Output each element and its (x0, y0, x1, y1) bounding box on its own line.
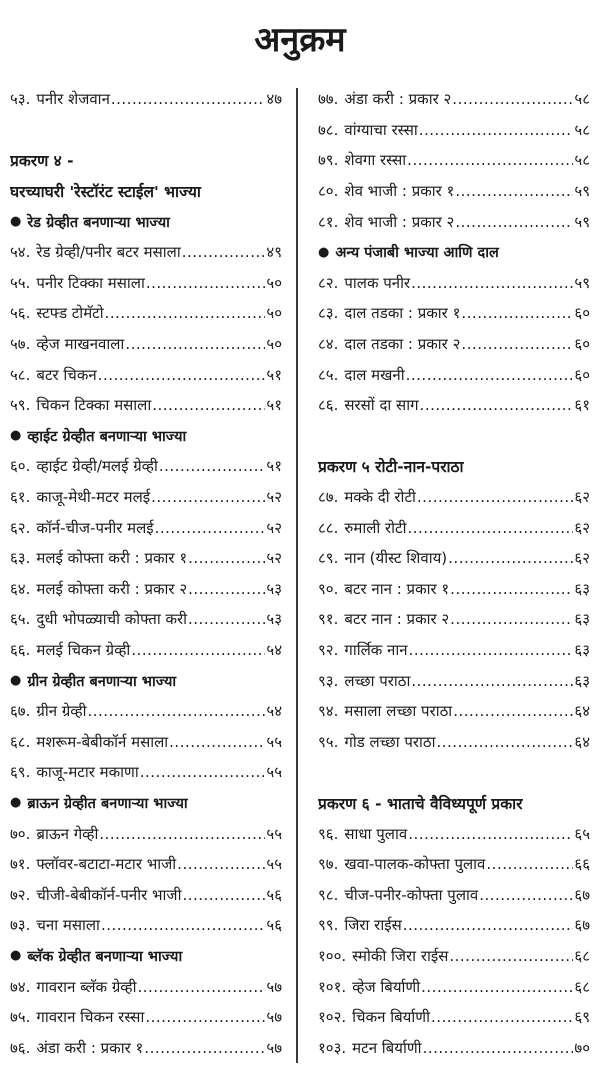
entry-page: ५७ (266, 1008, 282, 1027)
entry-number: ८७. (318, 488, 339, 507)
entry-number: १००. (318, 946, 347, 965)
entry-page: ६० (574, 335, 590, 354)
section-heading-text: रेड ग्रेव्हीत बनणाऱ्या भाज्या (27, 214, 170, 231)
leader-dots (420, 396, 574, 414)
entry-number: ९०. (318, 579, 339, 598)
leader-dots (437, 733, 574, 751)
entry-number: ६२. (10, 518, 31, 537)
toc-entry (10, 1032, 282, 1063)
toc-entry (318, 879, 590, 910)
entry-page: ६१ (574, 396, 590, 415)
leader-dots (455, 213, 573, 231)
leader-dots (87, 702, 265, 720)
toc-entry (318, 268, 590, 299)
toc-entry (318, 635, 590, 666)
entry-number: ५६. (10, 304, 31, 323)
entry-page: ५० (266, 335, 282, 354)
leader-dots (423, 1039, 574, 1057)
entry-number: ७१. (10, 855, 31, 874)
toc-entry (318, 298, 590, 329)
entry-title: चीजी-बेबीकॉर्न-पनीर भाजी (36, 885, 182, 904)
entry-title: स्टफ्ड टोमॅटो (36, 304, 104, 323)
entry-page: ५१ (266, 396, 282, 415)
entry-number: ८५. (318, 365, 339, 384)
entry-number: १०३. (318, 1038, 347, 1057)
entry-title: अंडा करी : प्रकार २ (344, 90, 452, 109)
toc-entry (318, 176, 590, 207)
entry-page: ६२ (574, 549, 590, 568)
entry-title: पनीर टिक्का मसाला (36, 273, 145, 292)
toc-entry (10, 390, 282, 421)
toc-entry (10, 359, 282, 390)
entry-number: ७४. (10, 977, 31, 996)
entry-page: ६२ (574, 518, 590, 537)
toc-entry (10, 635, 282, 666)
entry-page: ६२ (574, 488, 590, 507)
toc-entry (318, 359, 590, 390)
entry-title: ग्रीन ग्रेव्ही (36, 702, 87, 721)
entry-page: ७० (574, 1038, 590, 1057)
entry-page: ५६ (266, 885, 282, 904)
entry-page: ५९ (574, 182, 590, 201)
entry-number: ८०. (318, 182, 339, 201)
entry-title: पालक पनीर (344, 273, 411, 292)
entry-title: मसाला लच्छा पराठा (344, 702, 453, 721)
entry-title: व्हाईट ग्रेव्ही/मलई ग्रेव्ही (36, 457, 158, 476)
chapter-heading: घरच्याघरी 'रेस्टॉरंट स्टाईल' भाज्या (10, 183, 201, 202)
chapter-heading: प्रकरण ६ - भाताचे वैविध्यपूर्ण प्रकार (318, 794, 523, 813)
entry-title: मशरूम-बेबीकॉर्न मसाला (36, 732, 169, 751)
toc-entry (318, 941, 590, 972)
entry-number: ६७. (10, 702, 31, 721)
entry-page: ५८ (574, 120, 590, 139)
toc-entry (318, 390, 590, 421)
section-heading (318, 237, 590, 268)
entry-title: गावरान चिकन रस्सा (36, 1008, 145, 1027)
entry-number: ९२. (318, 640, 339, 659)
entry-number: ५७. (10, 335, 31, 354)
leader-dots (479, 886, 573, 904)
leader-dots (417, 488, 573, 506)
entry-number: ६०. (10, 457, 31, 476)
toc-entry (318, 910, 590, 941)
section-heading-text: अन्य पंजाबी भाज्या आणि दाल (335, 245, 499, 262)
toc-entry (318, 849, 590, 880)
bullet-icon: ● (10, 948, 22, 964)
leader-dots (169, 733, 265, 751)
entry-page: ६३ (574, 640, 590, 659)
entry-title: दाल तडका : प्रकार १ (344, 304, 461, 323)
entry-number: ७३. (10, 916, 31, 935)
entry-page: ५२ (266, 488, 282, 507)
leader-dots (152, 396, 265, 414)
toc-entry (10, 329, 282, 360)
toc-entry (318, 1002, 590, 1033)
entry-number: ८३. (318, 304, 339, 323)
leader-dots (98, 366, 266, 384)
entry-number: ७२. (10, 885, 31, 904)
entry-page: ६० (574, 365, 590, 384)
entry-page: ५७ (266, 1038, 282, 1057)
entry-number: ५४. (10, 243, 31, 262)
entry-title: मक्के दी रोटी (344, 488, 416, 507)
leader-dots (146, 274, 266, 292)
toc-entry (10, 237, 282, 268)
entry-title: बटर नान : प्रकार २ (344, 610, 450, 629)
entry-number: ८४. (318, 335, 339, 354)
entry-number: ७५. (10, 1008, 31, 1027)
entry-page: ५७ (266, 977, 282, 996)
toc-entry (10, 574, 282, 605)
entry-number: ५३. (10, 90, 31, 109)
spacer (10, 115, 282, 146)
leader-dots (449, 947, 573, 965)
leader-dots (182, 886, 265, 904)
leader-dots (406, 366, 574, 384)
toc-left-column (10, 84, 282, 1063)
entry-title: दाल मखनी (344, 365, 405, 384)
toc-entry (318, 512, 590, 543)
spacer (318, 421, 590, 452)
toc-entry (318, 574, 590, 605)
section-heading (10, 941, 282, 972)
leader-dots (461, 304, 573, 322)
bullet-icon: ● (10, 428, 22, 444)
entry-page: ५९ (574, 212, 590, 231)
bullet-icon: ● (318, 244, 330, 260)
section-heading (10, 665, 282, 696)
toc-entry (10, 84, 282, 115)
entry-number: ८९. (318, 549, 339, 568)
entry-number: ७७. (318, 90, 339, 109)
entry-page: ५२ (266, 549, 282, 568)
entry-page: ५८ (574, 151, 590, 170)
entry-title: व्हेज माखनवाला (36, 335, 125, 354)
entry-page: ६६ (574, 855, 590, 874)
toc-entry (10, 818, 282, 849)
bullet-icon: ● (10, 795, 22, 811)
leader-dots (421, 978, 573, 996)
entry-page: ५१ (266, 365, 282, 384)
leader-dots (155, 519, 266, 537)
entry-number: ७०. (10, 824, 31, 843)
leader-dots (125, 335, 265, 353)
chapter-heading: प्रकरण ५ रोटी-नान-पराठा (318, 458, 464, 477)
toc-entry (10, 451, 282, 482)
toc-entry (318, 145, 590, 176)
toc-entry (10, 1002, 282, 1033)
leader-dots (111, 90, 266, 108)
leader-dots (99, 825, 265, 843)
leader-dots (455, 182, 573, 200)
toc-entry (318, 84, 590, 115)
entry-page: ५८ (574, 90, 590, 109)
entry-title: चिकन बिर्याणी (352, 1008, 430, 1027)
entry-title: मलई कोफ्ता करी : प्रकार १ (36, 549, 188, 568)
section-heading-text: ग्रीन ग्रेव्हीत बनणाऱ्या भाज्या (27, 673, 177, 690)
leader-dots (431, 1008, 573, 1026)
toc-entry (318, 543, 590, 574)
entry-number: ६३. (10, 549, 31, 568)
toc-entry (10, 604, 282, 635)
entry-title: बटर नान : प्रकार १ (344, 579, 450, 598)
entry-number: १०१. (318, 977, 347, 996)
toc-entry (318, 482, 590, 513)
entry-title: दुधी भोपळ्याची कोफ्ता करी (36, 610, 188, 629)
entry-title: गार्लिक नान (344, 640, 408, 659)
toc-entry (10, 268, 282, 299)
entry-number: ८२. (318, 273, 339, 292)
entry-title: मटन बिर्याणी (352, 1038, 422, 1057)
toc-entry (318, 115, 590, 146)
entry-title: गावरान ब्लॅक ग्रेव्ही (36, 977, 137, 996)
entry-number: ९९. (318, 916, 339, 935)
entry-page: ६० (574, 304, 590, 323)
entry-title: वांग्याचा रस्सा (344, 120, 418, 139)
entry-title: चना मसाला (36, 916, 100, 935)
toc-entry (318, 696, 590, 727)
leader-dots (411, 274, 573, 292)
leader-dots (137, 978, 265, 996)
entry-number: ९४. (318, 702, 339, 721)
entry-page: ६९ (574, 1008, 590, 1027)
entry-page: ४७ (266, 90, 282, 109)
entry-number: ५८. (10, 365, 31, 384)
leader-dots (419, 121, 574, 139)
leader-dots (101, 916, 265, 934)
entry-page: ५२ (266, 518, 282, 537)
leader-dots (188, 549, 265, 567)
leader-dots (403, 916, 574, 934)
entry-title: काजू-मेथी-मटर मलई (36, 488, 151, 507)
leader-dots (486, 855, 573, 873)
entry-page: ६३ (574, 579, 590, 598)
leader-dots (140, 763, 266, 781)
leader-dots (411, 672, 573, 690)
entry-page: ५५ (266, 763, 282, 782)
toc-entry (318, 971, 590, 1002)
entry-number: ७९. (318, 151, 339, 170)
toc-entry (10, 512, 282, 543)
entry-title: अंडा करी : प्रकार १ (36, 1038, 144, 1057)
toc-entry (318, 818, 590, 849)
leader-dots (145, 1008, 265, 1026)
toc-entry (10, 757, 282, 788)
toc-entry (318, 1032, 590, 1063)
entry-number: ७६. (10, 1038, 31, 1057)
entry-page: ५० (266, 273, 282, 292)
entry-number: ६१. (10, 488, 31, 507)
entry-number: ५९. (10, 396, 31, 415)
entry-number: ८८. (318, 518, 339, 537)
leader-dots (408, 519, 574, 537)
entry-title: चीज-पनीर-कोफ्ता पुलाव (344, 885, 479, 904)
leader-dots (453, 702, 573, 720)
entry-title: मलई चिकन ग्रेव्ही (36, 640, 131, 659)
entry-page: ६७ (574, 885, 590, 904)
entry-title: बटर चिकन (36, 365, 97, 384)
entry-title: चिकन टिक्का मसाला (36, 396, 152, 415)
leader-dots (450, 610, 573, 628)
toc-entry (10, 482, 282, 513)
entry-page: ५४ (266, 702, 282, 721)
entry-page: ५४ (266, 640, 282, 659)
toc-entry (10, 879, 282, 910)
entry-title: सरसों दा साग (344, 396, 419, 415)
leader-dots (144, 1039, 265, 1057)
entry-page: ६३ (574, 610, 590, 629)
entry-page: ५१ (266, 457, 282, 476)
entry-title: मलई कोफ्ता करी : प्रकार २ (36, 579, 188, 598)
entry-title: साधा पुलाव (344, 824, 408, 843)
entry-number: ८६. (318, 396, 339, 415)
entry-page: ५६ (266, 916, 282, 935)
entry-number: ६८. (10, 732, 31, 751)
chapter-heading: प्रकरण ४ - (10, 152, 74, 171)
entry-page: ६३ (574, 671, 590, 690)
entry-number: ९६. (318, 824, 339, 843)
entry-title: लच्छा पराठा (344, 671, 411, 690)
toc-entry (10, 543, 282, 574)
bullet-icon: ● (10, 673, 22, 689)
leader-dots (461, 335, 573, 353)
leader-dots (188, 610, 265, 628)
entry-page: ५९ (574, 273, 590, 292)
entry-page: ५५ (266, 824, 282, 843)
section-heading-text: व्हाईट ग्रेव्हीत बनणाऱ्या भाज्या (27, 428, 187, 445)
entry-number: ९५. (318, 732, 339, 751)
toc-entry (318, 726, 590, 757)
toc-entry (10, 849, 282, 880)
toc-entry (10, 726, 282, 757)
entry-title: शेवगा रस्सा (344, 151, 407, 170)
entry-title: नान (यीस्ट शिवाय) (344, 549, 448, 568)
toc-right-column (318, 84, 590, 1063)
entry-number: ६४. (10, 579, 31, 598)
entry-title: काजू-मटार मकाणा (36, 763, 139, 782)
entry-title: स्मोकी जिरा राईस (352, 946, 449, 965)
entry-title: रुमाली रोटी (344, 518, 407, 537)
leader-dots (188, 580, 265, 598)
bullet-icon: ● (10, 214, 22, 230)
entry-page: ५३ (266, 579, 282, 598)
leader-dots (450, 580, 573, 598)
entry-number: ६६. (10, 640, 31, 659)
leader-dots (105, 304, 266, 322)
toc-entry (10, 696, 282, 727)
entry-title: शेव भाजी : प्रकार १ (344, 182, 455, 201)
entry-title: दाल तडका : प्रकार २ (344, 335, 461, 354)
entry-title: व्हेज बिर्याणी (352, 977, 421, 996)
entry-title: गोड लच्छा पराठा (344, 732, 436, 751)
leader-dots (151, 488, 265, 506)
toc-entry (10, 298, 282, 329)
leader-dots (177, 855, 265, 873)
entry-number: ९८. (318, 885, 339, 904)
toc-entry (318, 329, 590, 360)
section-heading (10, 206, 282, 237)
entry-number: ५५. (10, 273, 31, 292)
entry-page: ५० (266, 304, 282, 323)
section-heading (10, 421, 282, 452)
entry-page: ६४ (574, 702, 590, 721)
entry-title: जिरा राईस (344, 916, 402, 935)
entry-page: ५५ (266, 855, 282, 874)
leader-dots (407, 151, 573, 169)
entry-title: ब्राऊन गेव्ही (36, 824, 99, 843)
leader-dots (182, 243, 266, 261)
entry-number: ९१. (318, 610, 339, 629)
page-title: अनुक्रम (254, 20, 346, 60)
entry-number: ७८. (318, 120, 339, 139)
entry-page: ६७ (574, 916, 590, 935)
entry-number: १०२. (318, 1008, 347, 1027)
leader-dots (409, 641, 574, 659)
entry-number: ६५. (10, 610, 31, 629)
toc-entry (318, 206, 590, 237)
entry-title: रेड ग्रेव्ही/पनीर बटर मसाला (36, 243, 181, 262)
section-heading (10, 788, 282, 819)
entry-page: ४९ (266, 243, 282, 262)
leader-dots (408, 825, 573, 843)
entry-page: ६४ (574, 732, 590, 751)
entry-page: ६५ (574, 824, 590, 843)
entry-page: ६८ (574, 946, 590, 965)
entry-page: ५५ (266, 732, 282, 751)
section-heading-text: ब्लॅक ग्रेव्हीत बनणाऱ्या भाज्या (27, 948, 183, 965)
leader-dots (159, 457, 266, 475)
entry-title: पनीर शेजवान (36, 90, 110, 109)
entry-page: ६८ (574, 977, 590, 996)
entry-title: शेव भाजी : प्रकार २ (344, 212, 455, 231)
toc-entry (318, 665, 590, 696)
toc-entry (318, 604, 590, 635)
spacer (318, 757, 590, 788)
entry-title: खवा-पालक-कोफ्ता पुलाव (344, 855, 486, 874)
entry-title: फ्लॉवर-बटाटा-मटार भाजी (36, 855, 177, 874)
entry-number: ६९. (10, 763, 31, 782)
toc-entry (10, 971, 282, 1002)
entry-number: ९७. (318, 855, 339, 874)
leader-dots (131, 641, 265, 659)
entry-page: ५३ (266, 610, 282, 629)
section-heading-text: ब्राऊन ग्रेव्हीत बनणाऱ्या भाज्या (27, 795, 188, 812)
entry-number: ९३. (318, 671, 339, 690)
leader-dots (452, 90, 573, 108)
column-divider (296, 88, 298, 1063)
leader-dots (448, 549, 573, 567)
entry-number: ८१. (318, 212, 339, 231)
entry-title: कॉर्न-चीज-पनीर मलई (36, 518, 154, 537)
toc-entry (10, 910, 282, 941)
